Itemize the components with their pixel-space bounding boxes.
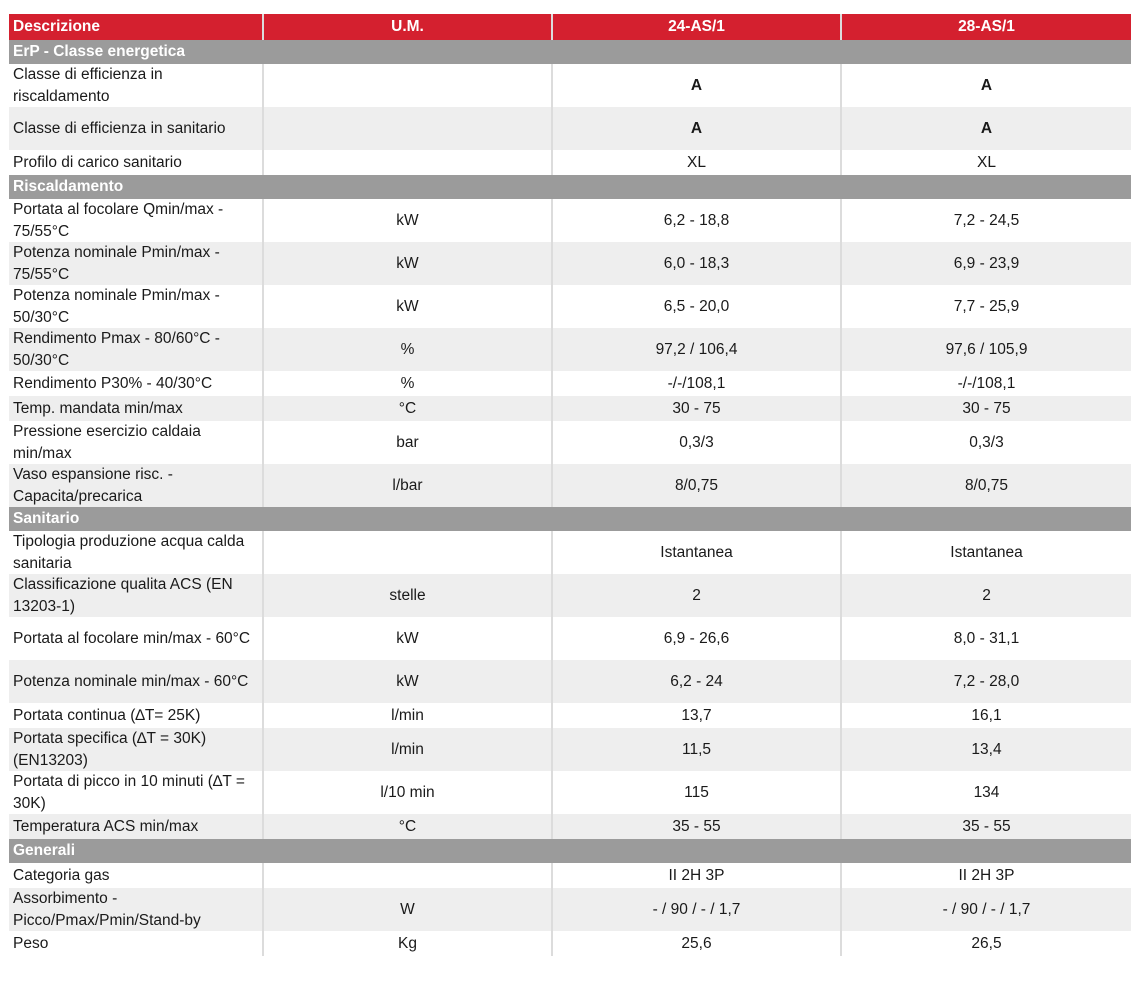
row-value-model-1: 8/0,75: [551, 464, 840, 507]
table-row: [9, 64, 1131, 107]
section-header-row: [9, 40, 1131, 64]
section-header-row: [9, 839, 1131, 863]
row-label: Temperatura ACS min/max: [9, 814, 262, 839]
spec-table: [9, 14, 1131, 956]
row-unit: kW: [262, 617, 551, 660]
row-value-model-1: 30 - 75: [551, 396, 840, 421]
row-unit: kW: [262, 660, 551, 703]
row-label: Potenza nominale min/max - 60°C: [9, 660, 262, 703]
row-label: Portata continua (∆T= 25K): [9, 703, 262, 728]
row-value-model-2: 6,9 - 23,9: [840, 242, 1131, 285]
row-label: Portata di picco in 10 minuti (∆T = 30K): [9, 771, 262, 814]
row-value-model-1: - / 90 / - / 1,7: [551, 888, 840, 931]
table-row: [9, 771, 1131, 814]
spec-body: [9, 40, 1131, 956]
section-header-row: [9, 175, 1131, 199]
row-unit: Kg: [262, 931, 551, 956]
table-row: [9, 660, 1131, 703]
header-description: Descrizione: [9, 14, 262, 40]
table-row: [9, 931, 1131, 956]
row-value-model-1: II 2H 3P: [551, 863, 840, 888]
row-value-model-2: 134: [840, 771, 1131, 814]
table-row: [9, 464, 1131, 507]
header-model-2: 28-AS/1: [840, 14, 1131, 40]
row-unit: [262, 863, 551, 888]
row-unit: W: [262, 888, 551, 931]
row-value-model-2: 7,2 - 24,5: [840, 199, 1131, 242]
row-unit: kW: [262, 242, 551, 285]
table-row: [9, 421, 1131, 464]
row-value-model-2: - / 90 / - / 1,7: [840, 888, 1131, 931]
row-value-model-1: XL: [551, 150, 840, 175]
row-label: Rendimento P30% - 40/30°C: [9, 371, 262, 396]
row-value-model-2: 0,3/3: [840, 421, 1131, 464]
row-value-model-1: 6,2 - 24: [551, 660, 840, 703]
section-header-row: [9, 507, 1131, 531]
row-label: Classificazione qualita ACS (EN 13203-1): [9, 574, 262, 617]
row-label: Tipologia produzione acqua calda sanitaria: [9, 531, 262, 574]
row-value-model-2: 7,2 - 28,0: [840, 660, 1131, 703]
row-value-model-1: A: [551, 64, 840, 107]
row-unit: %: [262, 371, 551, 396]
row-unit: stelle: [262, 574, 551, 617]
row-unit: [262, 64, 551, 107]
table-row: [9, 814, 1131, 839]
row-unit: °C: [262, 814, 551, 839]
table-row: [9, 888, 1131, 931]
row-label: Peso: [9, 931, 262, 956]
row-unit: [262, 531, 551, 574]
row-value-model-1: 6,5 - 20,0: [551, 285, 840, 328]
row-label: Potenza nominale Pmin/max - 50/30°C: [9, 285, 262, 328]
row-label: Classe di efficienza in sanitario: [9, 107, 262, 150]
table-row: [9, 574, 1131, 617]
row-value-model-1: 6,9 - 26,6: [551, 617, 840, 660]
row-value-model-2: 26,5: [840, 931, 1131, 956]
row-value-model-1: 6,2 - 18,8: [551, 199, 840, 242]
table-row: [9, 199, 1131, 242]
row-unit: [262, 107, 551, 150]
table-row: [9, 107, 1131, 150]
row-value-model-2: 30 - 75: [840, 396, 1131, 421]
row-value-model-1: 11,5: [551, 728, 840, 771]
row-label: Rendimento Pmax - 80/60°C - 50/30°C: [9, 328, 262, 371]
row-value-model-1: 6,0 - 18,3: [551, 242, 840, 285]
header-unit: U.M.: [262, 14, 551, 40]
row-value-model-1: 115: [551, 771, 840, 814]
table-row: [9, 531, 1131, 574]
row-value-model-1: 35 - 55: [551, 814, 840, 839]
row-value-model-2: -/-/108,1: [840, 371, 1131, 396]
row-value-model-2: 13,4: [840, 728, 1131, 771]
row-value-model-1: 25,6: [551, 931, 840, 956]
table-row: [9, 617, 1131, 660]
table-row: [9, 328, 1131, 371]
table-row: [9, 285, 1131, 328]
row-unit: [262, 150, 551, 175]
row-label: Profilo di carico sanitario: [9, 150, 262, 175]
row-unit: l/min: [262, 728, 551, 771]
row-value-model-2: 8/0,75: [840, 464, 1131, 507]
row-label: Classe di efficienza in riscaldamento: [9, 64, 262, 107]
row-value-model-2: A: [840, 64, 1131, 107]
row-value-model-2: XL: [840, 150, 1131, 175]
row-label: Pressione esercizio caldaia min/max: [9, 421, 262, 464]
table-row: [9, 242, 1131, 285]
section-title: Generali: [9, 839, 1131, 863]
row-label: Portata specifica (∆T = 30K) (EN13203): [9, 728, 262, 771]
table-row: [9, 703, 1131, 728]
row-value-model-2: 97,6 / 105,9: [840, 328, 1131, 371]
row-value-model-1: 2: [551, 574, 840, 617]
section-title: ErP - Classe energetica: [9, 40, 1131, 64]
table-row: [9, 396, 1131, 421]
row-value-model-2: 8,0 - 31,1: [840, 617, 1131, 660]
table-row: [9, 863, 1131, 888]
row-value-model-2: II 2H 3P: [840, 863, 1131, 888]
row-value-model-2: 7,7 - 25,9: [840, 285, 1131, 328]
table-row: [9, 728, 1131, 771]
row-value-model-1: A: [551, 107, 840, 150]
row-value-model-1: 13,7: [551, 703, 840, 728]
row-value-model-1: -/-/108,1: [551, 371, 840, 396]
row-label: Vaso espansione risc. - Capacita/precarica: [9, 464, 262, 507]
row-unit: °C: [262, 396, 551, 421]
row-label: Portata al focolare Qmin/max - 75/55°C: [9, 199, 262, 242]
table-header-row: [9, 14, 1131, 40]
row-value-model-2: 16,1: [840, 703, 1131, 728]
row-label: Portata al focolare min/max - 60°C: [9, 617, 262, 660]
row-value-model-2: Istantanea: [840, 531, 1131, 574]
header-model-1: 24-AS/1: [551, 14, 840, 40]
row-label: Potenza nominale Pmin/max - 75/55°C: [9, 242, 262, 285]
row-unit: bar: [262, 421, 551, 464]
row-unit: %: [262, 328, 551, 371]
row-label: Temp. mandata min/max: [9, 396, 262, 421]
section-title: Riscaldamento: [9, 175, 1131, 199]
row-unit: l/min: [262, 703, 551, 728]
row-value-model-2: 35 - 55: [840, 814, 1131, 839]
row-value-model-2: A: [840, 107, 1131, 150]
section-title: Sanitario: [9, 507, 1131, 531]
row-unit: l/10 min: [262, 771, 551, 814]
row-unit: kW: [262, 285, 551, 328]
row-value-model-1: 97,2 / 106,4: [551, 328, 840, 371]
row-value-model-1: Istantanea: [551, 531, 840, 574]
table-row: [9, 150, 1131, 175]
table-row: [9, 371, 1131, 396]
row-unit: l/bar: [262, 464, 551, 507]
row-unit: kW: [262, 199, 551, 242]
row-value-model-1: 0,3/3: [551, 421, 840, 464]
row-value-model-2: 2: [840, 574, 1131, 617]
row-label: Assorbimento - Picco/Pmax/Pmin/Stand-by: [9, 888, 262, 931]
row-label: Categoria gas: [9, 863, 262, 888]
